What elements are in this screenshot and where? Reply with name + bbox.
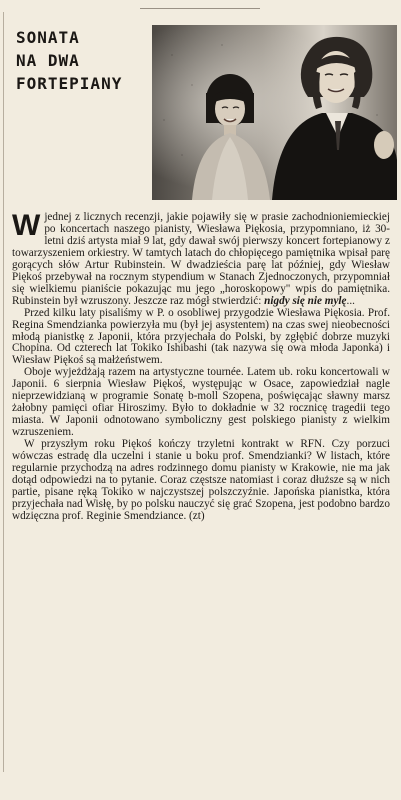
- article-paragraph-4: W przyszłym roku Piękoś kończy trzyletni kontrakt w RFN. Czy porzuci wówczas estradę dla uczelni i stanie u boku prof. Smendzianki? W listach, które regularnie przychodzą na adres rodzinnego domu pianisty w Krakowie, nie ma jak dotąd odpowiedzi na to pytanie. Coraz częstsze natomiast i coraz dłuższe są w nich partie, pisane ręką Tokiko w najczystszej polszczyźnie. Japońska pianistka, która przyjechała nad Wisłę, by po polsku nauczyć się grać Szopena, jest podobno bardzo wdzięczna prof. Reginie Smendziance. (zt): [12, 438, 390, 522]
- top-rule: [140, 0, 260, 9]
- headline-line-3: FORTEPIANY: [16, 74, 123, 93]
- photo-of-two-pianists-icon: [152, 25, 397, 200]
- article-paragraph-3: Oboje wyjeżdżają razem na artystyczne tournée. Latem ub. roku koncertowali w Japonii. 6 sierpnia Wiesław Piękoś, występując w Osace, zapowiedział nagle nieprzewidzianą w programie Sonatę b-moll Szopena, poświęcając sławny marsz żałobny pamięci ofiar Hiroszimy. Było to dokładnie w 32 rocznicę tragedii tego miasta. W Japonii odnotowano symboliczny gest polskiego pianisty z wielkim wzruszeniem.: [12, 366, 390, 439]
- article-paragraph-1: [12, 209, 390, 308]
- paragraph-1-end: ...: [346, 294, 355, 307]
- headline: [16, 26, 141, 95]
- article-body: [12, 209, 390, 523]
- article-paragraph-2: Przed kilku laty pisaliśmy w P. o osobliwej przygodzie Wiesława Piękosia. Prof. Regina Smendzianka powierzyła mu (był jej asystentem) na czas swej nieobecności młodą pianistkę z Japonii, która przyjechała do Polski, by zgłębić dobrze muzyki Chopina. Od czterech lat Tokiko Ishibashi (tak nazywa się owa młoda Japonka) i Wiesław Piękoś są małżeństwem.: [12, 306, 390, 367]
- drop-cap: W: [12, 209, 41, 242]
- headline-line-1: SONATA: [16, 28, 80, 47]
- article-photo: [152, 25, 397, 200]
- column-rule: [3, 12, 4, 772]
- paragraph-1-emphasis: nigdy się nie mylę: [264, 294, 347, 307]
- paragraph-1-text: jednej z licznych recenzji, jakie pojawiły się w prasie zachodnioniemieckiej po koncertach naszego pianisty, Wiesława Piękosia, przypomniano, iż 30-letni dziś artysta miał 9 lat, gdy dawał swój pierwszy koncert fortepianowy z towarzyszeniem orkiestry. W tamtych latach do chłopięcego pamiętnika wpisał parę gorących słów Artur Rubinstein. W dwadzieścia parę lat później, gdy Wiesław Piękoś przebywał na rocznym stypendium w Stanach Zjednoczonych, przypomniał się wielkiemu pianiście pokazując mu jego „horoskopowy" wpis do pamiętnika. Rubinstein był wzruszony. Jeszcze raz mógł stwierdzić:: [12, 211, 390, 307]
- headline-line-2: NA DWA: [16, 51, 80, 70]
